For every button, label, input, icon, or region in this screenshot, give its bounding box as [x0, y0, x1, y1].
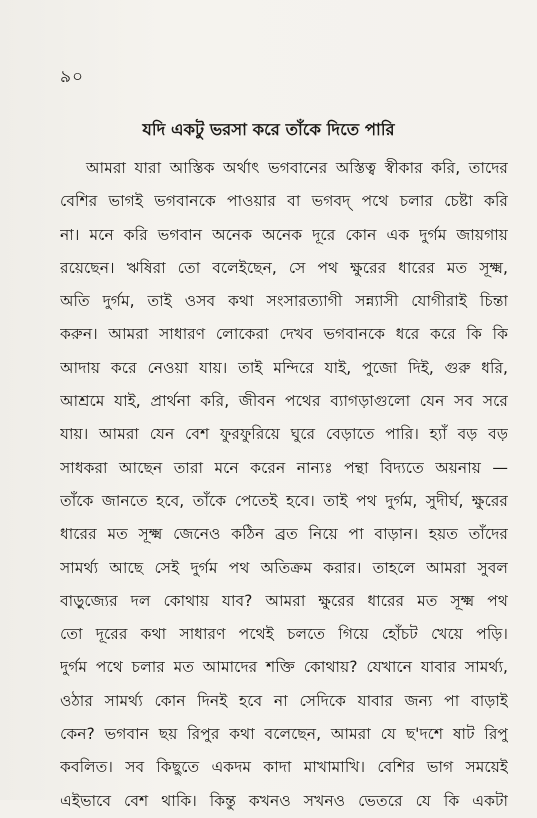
chapter-title: যদি একটু ভরসা করে তাঁকে দিতে পারি — [142, 120, 395, 139]
body-line: এইভাবে বেশ থাকি। কিন্তু কখনও সখনও ভেতরে যে কি একটা — [60, 791, 508, 810]
body-line: কেন? ভগবান ছয় রিপুর কথা বলেছেন, আমরা যে ছ'দশে ষাট রিপু — [60, 725, 508, 744]
body-line: সাধকরা আছেন তারা মনে করেন নান্যঃ পন্থা বিদ্যতে অয়নায় — — [60, 458, 508, 477]
body-line: বেশির ভাগই ভগবানকে পাওয়ার বা ভগবদ্ পথে চলার চেষ্টা করি — [60, 192, 508, 211]
body-line: না। মনে করি ভগবান অনেক অনেক দূরে কোন এক দুর্গম জায়গায় — [60, 225, 508, 244]
body-line: তো দূরের কথা সাধারণ পথেই চলতে গিয়ে হোঁচট খেয়ে পড়ি। — [60, 625, 508, 644]
body-line: কবলিত। সব কিছুতে একদম কাদা মাখামাখি। বেশির ভাগ সময়েই — [60, 758, 508, 777]
body-line: বাড়ুজ্যের দল কোথায় যাব? আমরা ক্ষুরের ধারের মত সূক্ষ্ম পথ — [60, 591, 508, 610]
body-line: ধারের মত সূক্ষ্ম জেনেও কঠিন ব্রত নিয়ে পা বাড়ান। হয়ত তাঁদের — [60, 525, 508, 544]
body-text — [60, 152, 508, 818]
body-line: ওঠার সামর্থ্য কোন দিনই হবে না সেদিকে যাবার জন্য পা বাড়াই — [60, 691, 508, 710]
body-line: রয়েছেন। ঋষিরা তো বলেইছেন, সে পথ ক্ষুরের ধারের মত সূক্ষ্ম, — [60, 258, 508, 277]
body-line: দুর্গম পথে চলার মত আমাদের শক্তি কোথায়? যেখানে যাবার সামর্থ্য, — [60, 658, 508, 677]
body-line: আশ্রমে যাই, প্রার্থনা করি, জীবন পথের ব্যাগড়াগুলো যেন সব সরে — [60, 392, 508, 411]
body-line: আদায় করে নেওয়া যায়। তাই মন্দিরে যাই, পুজো দিই, গুরু ধরি, — [60, 358, 508, 377]
body-line: যায়। আমরা যেন বেশ ফুরফুরিয়ে ঘুরে বেড়াতে পারি। হ্যাঁ বড় বড় — [60, 425, 508, 444]
body-line: অতি দুর্গম, তাই ওসব কথা সংসারত্যাগী সন্ন্যাসী যোগীরাই চিন্তা — [60, 292, 508, 311]
page-number: ৯০ — [60, 67, 85, 87]
body-line: আমরা যারা আস্তিক অর্থাৎ ভগবানের অস্তিত্ব স্বীকার করি, তাদের — [86, 159, 508, 177]
body-line: সামর্থ্য আছে সেই দুর্গম পথ অতিক্রম করার। তাহলে আমরা সুবল — [60, 558, 508, 577]
body-line: তাঁকে জানতে হবে, তাঁকে পেতেই হবে। তাই পথ দুর্গম, সুদীর্ঘ, ক্ষুরের — [60, 491, 508, 510]
body-line: করুন। আমরা সাধারণ লোকেরা দেখব ভগবানকে ধরে করে কি কি — [60, 325, 508, 344]
